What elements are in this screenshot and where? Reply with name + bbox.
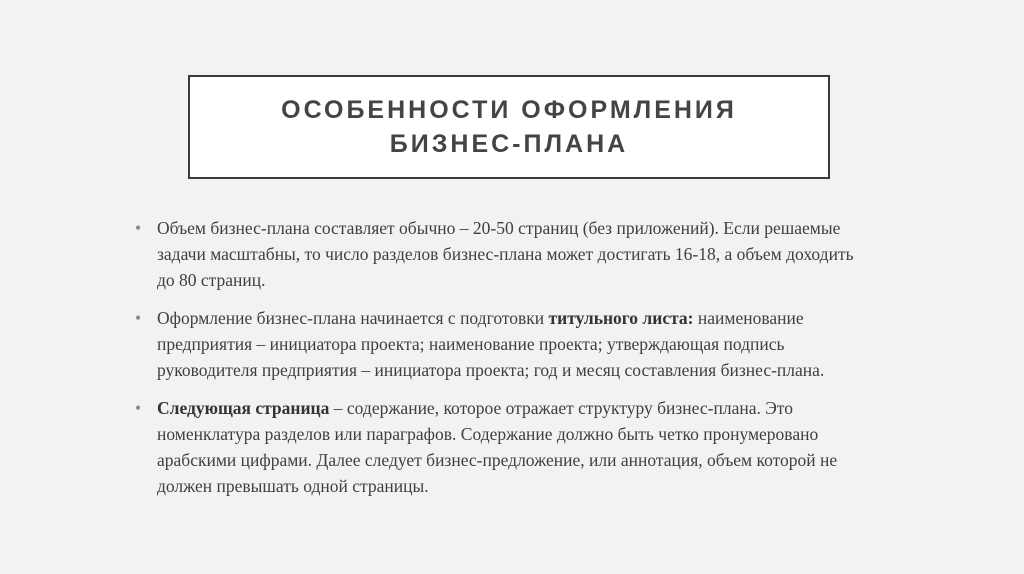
title-line-2: БИЗНЕС-ПЛАНА <box>389 130 629 158</box>
bullet-item-3 <box>133 395 873 499</box>
bullet-item-2 <box>133 305 873 383</box>
bullet-list <box>133 215 873 511</box>
bullet-text: Объем бизнес-плана составляет обычно – 20-50 страниц (без приложений). Если решаемые задачи масштабны, то число разделов бизнес-плана может достигать 16-18, а объем доходить до 80 страниц. <box>157 218 854 290</box>
bullet-text-rest: наименование предприятия – инициатора проекта; наименование проекта; утверждающая подпись руководителя предприятия – инициатора проекта; год и месяц составления бизнес-плана. <box>157 308 825 380</box>
bullet-text-bold: титульного листа: <box>548 308 694 328</box>
title-box <box>188 75 830 179</box>
bullet-item-1 <box>133 215 873 293</box>
bullet-icon: • <box>135 398 142 418</box>
bullet-icon: • <box>135 218 142 238</box>
bullet-icon: • <box>135 308 142 328</box>
bullet-text-bold: Следующая страница <box>157 398 330 418</box>
bullet-text-lead: Оформление бизнес-плана начинается с подготовки <box>157 308 549 328</box>
bullet-text-rest: – содержание, которое отражает структуру бизнес-плана. Это номенклатура разделов или параграфов. Содержание должно быть четко пронумеровано арабскими цифрами. Далее следует бизнес-предложение, или аннотация, объем которой не должен превышать одной страницы. <box>157 398 838 496</box>
title-line-1: ОСОБЕННОСТИ ОФОРМЛЕНИЯ <box>281 96 737 124</box>
bullet-text <box>157 308 824 380</box>
bullet-text <box>157 398 837 496</box>
